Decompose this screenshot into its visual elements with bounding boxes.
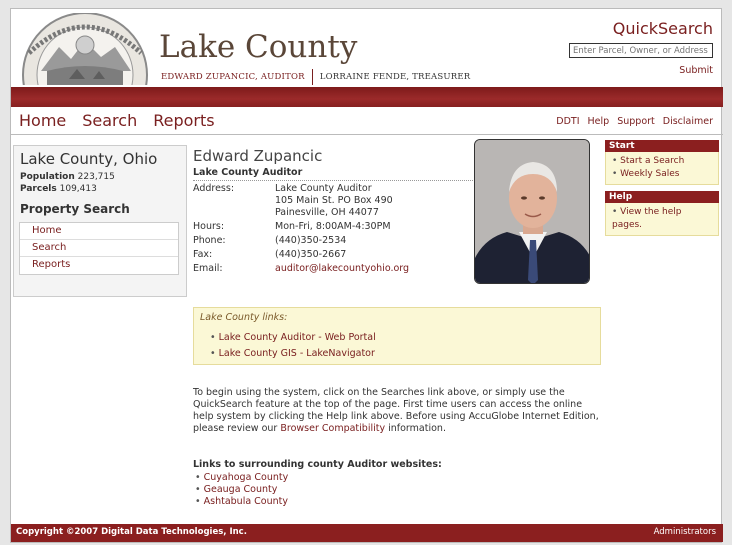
auditor-name: EDWARD ZUPANCIC, AUDITOR (161, 72, 305, 82)
auditor-portrait-image (475, 140, 590, 284)
treasurer-name: LORRAINE FENDE, TREASURER (319, 72, 471, 82)
population-value: 223,715 (77, 172, 115, 182)
contact-row: Phone: (440)350-2534 (193, 235, 347, 246)
auditor-photo (474, 139, 590, 284)
auditor-web-portal-link[interactable]: • Lake County Auditor - Web Portal (210, 332, 376, 343)
site-footer (11, 524, 723, 542)
ashtabula-county-link[interactable]: • Ashtabula County (195, 496, 288, 507)
start-box (605, 140, 719, 185)
population-label: Population (20, 172, 75, 182)
main-navigation (11, 107, 723, 135)
header-red-band (11, 87, 723, 107)
nav-search-link[interactable]: Search (82, 111, 138, 130)
gis-lakenavigator-link[interactable]: • Lake County GIS - LakeNavigator (210, 348, 375, 359)
right-sidebar (605, 140, 719, 242)
surrounding-counties-heading: Links to surrounding county Auditor websites: (193, 459, 442, 470)
property-search-heading: Property Search (20, 202, 130, 216)
browser-compatibility-link[interactable]: Browser Compatibility (280, 423, 386, 434)
contact-row: Address: Lake County Auditor (193, 183, 372, 194)
weekly-sales-link[interactable]: • Weekly Sales (612, 168, 714, 181)
auditor-title: Lake County Auditor (193, 167, 303, 178)
contact-row: Painesville, OH 44077 (275, 207, 379, 218)
view-help-pages-link[interactable]: • View the help pages. (612, 206, 714, 232)
population-stat (20, 172, 115, 182)
help-box (605, 191, 719, 236)
cuyahoga-county-link[interactable]: • Cuyahoga County (195, 472, 288, 483)
officials-line (161, 69, 470, 85)
county-links-title: Lake County links: (200, 312, 288, 323)
start-box-title: Start (605, 140, 719, 152)
geauga-county-link[interactable]: • Geauga County (195, 484, 277, 495)
menu-item-home[interactable]: Home (20, 223, 178, 240)
quicksearch-input[interactable] (569, 43, 713, 58)
nav-reports-link[interactable]: Reports (153, 111, 215, 130)
county-title: Lake County (159, 29, 358, 65)
contact-row: Hours: Mon-Fri, 8:00AM-4:30PM (193, 221, 391, 232)
start-box-links (605, 152, 719, 185)
nav-home-link[interactable]: Home (19, 111, 67, 130)
help-box-title: Help (605, 191, 719, 203)
parcels-label: Parcels (20, 184, 57, 194)
property-search-menu (19, 222, 179, 275)
county-seal-logo (19, 13, 151, 85)
contact-divider (193, 180, 475, 181)
parcels-value: 109,413 (59, 184, 97, 194)
intro-paragraph: To begin using the system, click on the Searches link above, or simply use the QuickSearch feature at the top of the page. First time users can access the online help system by clicking the Help link above. Before using AccuGlobe Internet Edition, please review our Browser Compatibility information. (193, 387, 599, 434)
page (10, 8, 722, 543)
start-a-search-link[interactable]: • Start a Search (612, 155, 714, 168)
nav-support-link[interactable]: Support (617, 116, 655, 127)
menu-item-reports[interactable]: Reports (32, 259, 71, 270)
contact-row: Fax: (440)350-2667 (193, 249, 347, 260)
county-info-panel (13, 145, 187, 297)
quicksearch-title: QuickSearch (612, 19, 713, 38)
officials-divider (312, 69, 313, 85)
contact-row: 105 Main St. PO Box 490 (275, 195, 393, 206)
quicksearch-submit-link[interactable]: Submit (679, 65, 713, 76)
county-links-box (193, 307, 601, 365)
copyright-text: Copyright ©2007 Digital Data Technologies, Inc. (16, 527, 247, 537)
county-name-heading: Lake County, Ohio (20, 150, 158, 168)
email-link[interactable]: auditor@lakecountyohio.org (275, 263, 410, 274)
contact-row: Email: auditor@lakecountyohio.org (193, 263, 410, 274)
nav-help-link[interactable]: Help (587, 116, 610, 127)
parcels-stat (20, 184, 97, 194)
site-header (11, 9, 723, 87)
menu-item-search[interactable]: Search (20, 240, 178, 257)
nav-ddti-link[interactable]: DDTI (556, 116, 580, 127)
primary-nav (19, 111, 215, 130)
auditor-full-name: Edward Zupancic (193, 147, 323, 165)
secondary-nav (556, 116, 713, 127)
administrators-link[interactable]: Administrators (653, 527, 716, 537)
help-box-links (605, 203, 719, 236)
nav-disclaimer-link[interactable]: Disclaimer (662, 116, 713, 127)
